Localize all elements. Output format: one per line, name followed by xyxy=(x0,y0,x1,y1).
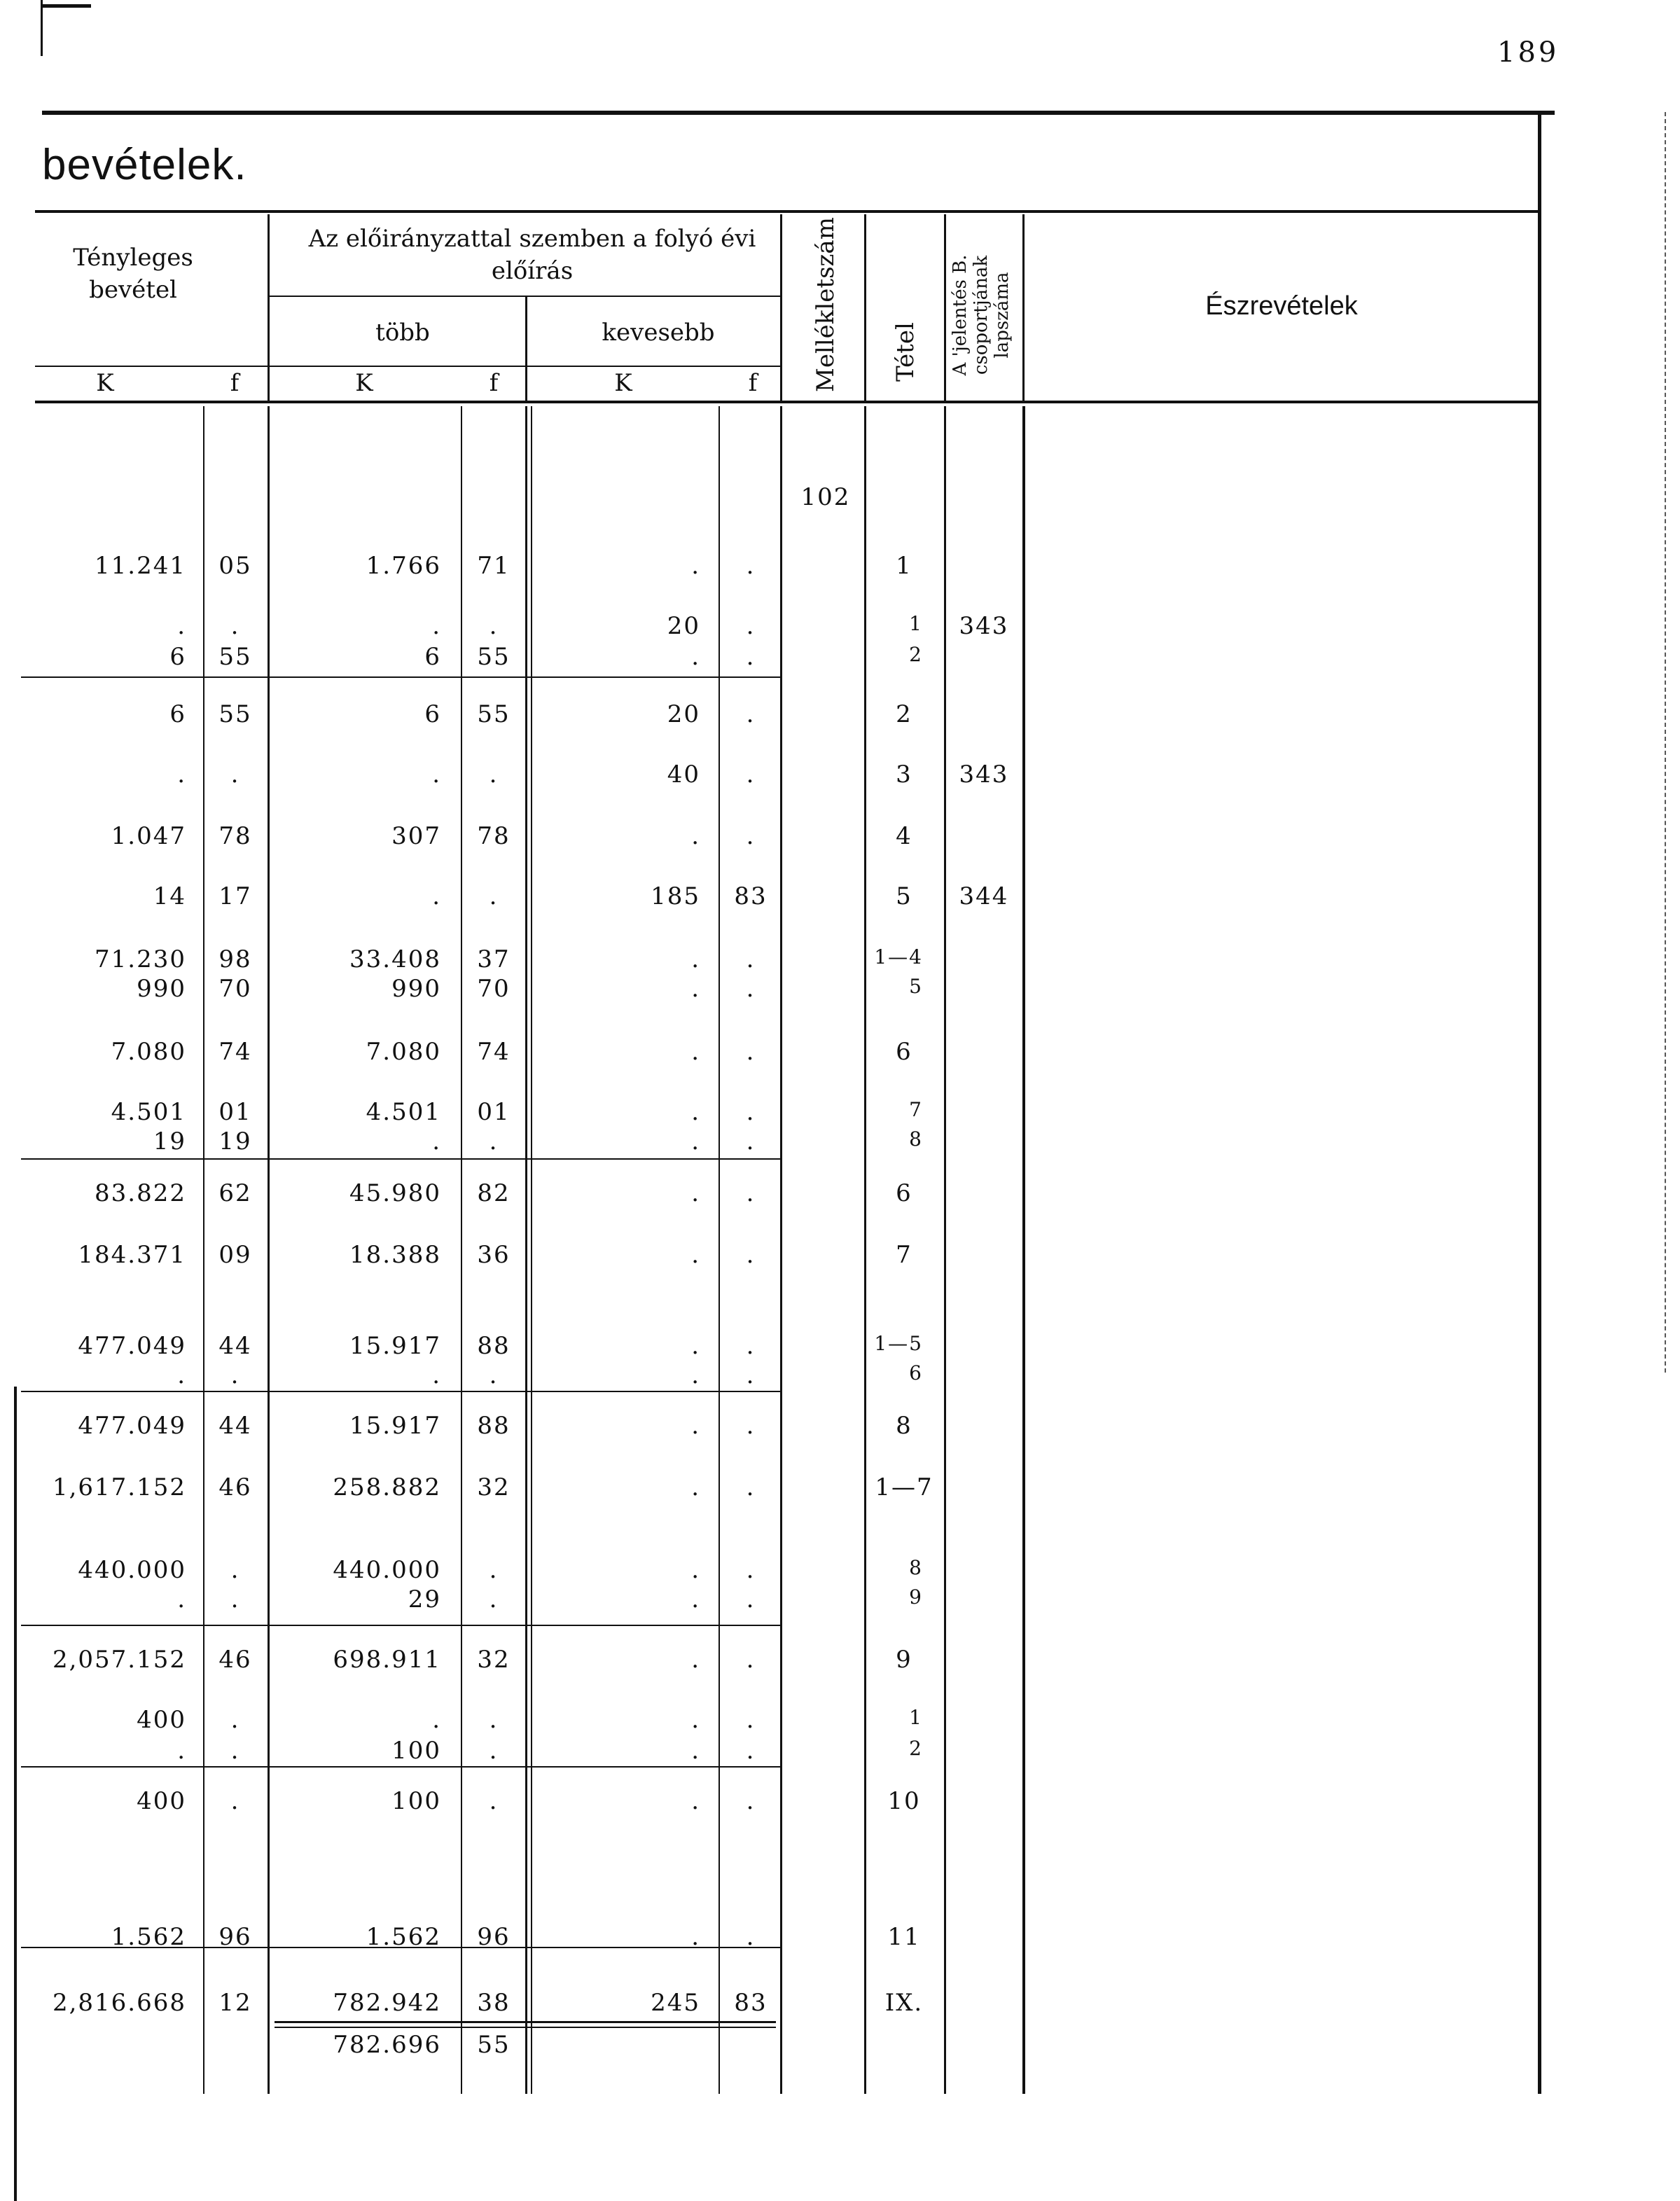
cell-f2: 71 xyxy=(477,552,511,580)
cell-f2: 55 xyxy=(477,643,511,671)
col-line-e xyxy=(944,214,946,401)
cell-k2: 4.501 xyxy=(366,1098,441,1126)
cell-tetel: 1—7 xyxy=(875,1473,933,1501)
cell-f3: . xyxy=(746,1473,756,1501)
cell-k1: 1,617.152 xyxy=(52,1473,186,1501)
cell-tetel: 2 xyxy=(909,643,923,666)
cell-f2: . xyxy=(489,612,499,640)
cell-k3: 20 xyxy=(667,612,700,640)
cell-tetel: IX. xyxy=(884,1989,924,2017)
cell-k3: . xyxy=(691,945,700,973)
sum-rule-2 xyxy=(21,1158,780,1160)
cell-f3: . xyxy=(746,1923,756,1951)
cell-k2: 782.942 xyxy=(333,1989,441,2017)
cell-tetel: 8 xyxy=(896,1412,912,1440)
body-line-5 xyxy=(718,406,720,2094)
cell-f3: . xyxy=(746,1098,756,1126)
cell-k2: 100 xyxy=(391,1787,441,1815)
cell-tetel: 1 xyxy=(896,552,912,580)
cell-tetel: 5 xyxy=(896,882,912,910)
cell-k1: 6 xyxy=(169,643,186,671)
col-line-b xyxy=(525,296,527,401)
cell-f3: . xyxy=(746,1241,756,1269)
cell-tetel: 8 xyxy=(909,1127,923,1151)
cell-k1: 6 xyxy=(169,700,186,728)
cell-f1: 55 xyxy=(218,643,252,671)
cell-k1: 1.047 xyxy=(111,822,186,850)
header-report-page xyxy=(950,235,1013,396)
cell-f2: 88 xyxy=(477,1412,511,1440)
cell-f2: . xyxy=(489,1737,499,1765)
cell-k3: . xyxy=(691,822,700,850)
cell-f3: . xyxy=(746,1787,756,1815)
cell-f2: . xyxy=(489,882,499,910)
cell-k1: 4.501 xyxy=(111,1098,186,1126)
cell-f2: 37 xyxy=(477,945,511,973)
cell-tetel: 1 xyxy=(909,612,923,635)
annex-number: 102 xyxy=(800,483,851,511)
cell-k3: 40 xyxy=(667,761,700,789)
header-more: több xyxy=(375,319,430,347)
net-brace-2 xyxy=(275,2027,776,2028)
cell-k1: 7.080 xyxy=(111,1038,186,1066)
cell-k2: 440.000 xyxy=(333,1556,441,1584)
cell-f2: . xyxy=(489,761,499,789)
cell-k3: . xyxy=(691,1787,700,1815)
header-less: kevesebb xyxy=(602,319,715,347)
cell-k2: . xyxy=(432,612,441,640)
cell-f3: . xyxy=(746,1412,756,1440)
cell-k3: 20 xyxy=(667,700,700,728)
body-line-6 xyxy=(780,406,782,2094)
cell-k2: 990 xyxy=(391,975,441,1003)
cell-tetel: 6 xyxy=(896,1038,912,1066)
cell-f3: . xyxy=(746,1706,756,1734)
cell-k3: 245 xyxy=(651,1989,700,2017)
cell-f2: . xyxy=(489,1361,499,1389)
header-actual: Tényleges bevétel xyxy=(73,244,193,304)
cell-k1: 1.562 xyxy=(111,1923,186,1951)
body-line-3 xyxy=(461,406,462,2094)
cell-k2: 18.388 xyxy=(349,1241,441,1269)
cell-lap: 343 xyxy=(959,612,1009,640)
cell-k2: 33.408 xyxy=(349,945,441,973)
cell-tetel: 9 xyxy=(909,1585,923,1609)
cell-f1: 70 xyxy=(218,975,252,1003)
cell-k1: 440.000 xyxy=(78,1556,186,1584)
cell-f2: . xyxy=(489,1127,499,1155)
net-k: 782.696 xyxy=(333,2031,441,2059)
cell-f2: 32 xyxy=(477,1473,511,1501)
cell-k2: 1.562 xyxy=(366,1923,441,1951)
cell-k3: . xyxy=(691,1361,700,1389)
cell-tetel: 8 xyxy=(909,1556,923,1579)
body-line-9 xyxy=(1022,406,1025,2094)
col-line-a xyxy=(268,214,270,401)
cell-k1: . xyxy=(177,612,186,640)
cell-f2: . xyxy=(489,1585,499,1613)
cell-f3: . xyxy=(746,761,756,789)
cell-f3: . xyxy=(746,1127,756,1155)
cell-k3: 185 xyxy=(651,882,700,910)
cell-f3: . xyxy=(746,1585,756,1613)
cell-k3: . xyxy=(691,1473,700,1501)
cell-f2: 82 xyxy=(477,1179,511,1207)
body-line-4b xyxy=(531,406,532,2094)
cell-tetel: 1—4 xyxy=(874,945,923,968)
cell-f3: . xyxy=(746,975,756,1003)
body-line-8 xyxy=(944,406,946,2094)
cell-f1: . xyxy=(230,1787,240,1815)
cell-f3: . xyxy=(746,552,756,580)
page-number: 189 xyxy=(1497,36,1560,69)
header-k-2: K xyxy=(355,369,373,397)
cell-f2: . xyxy=(489,1787,499,1815)
cell-tetel: 11 xyxy=(887,1923,921,1951)
cell-f1: . xyxy=(230,1361,240,1389)
cell-f1: 09 xyxy=(218,1241,252,1269)
cell-k3: . xyxy=(691,1923,700,1951)
cell-f1: 01 xyxy=(218,1098,252,1126)
cell-f3: . xyxy=(746,1361,756,1389)
cell-k1: 11.241 xyxy=(95,552,186,580)
cell-tetel: 2 xyxy=(896,700,912,728)
cell-f1: 46 xyxy=(218,1646,252,1674)
cell-f1: 46 xyxy=(218,1473,252,1501)
sum-rule-4 xyxy=(21,1625,780,1626)
cell-k1: 83.822 xyxy=(95,1179,186,1207)
cell-f1: 62 xyxy=(218,1179,252,1207)
cell-k3: . xyxy=(691,1556,700,1584)
cell-k3: . xyxy=(691,1127,700,1155)
cell-f3: . xyxy=(746,945,756,973)
cell-f3: . xyxy=(746,1556,756,1584)
cell-k1: . xyxy=(177,1361,186,1389)
col-line-f xyxy=(1022,214,1025,401)
cell-tetel: 7 xyxy=(909,1098,923,1121)
cell-k1: 400 xyxy=(137,1787,186,1815)
left-frame xyxy=(41,0,43,56)
cell-k1: . xyxy=(177,761,186,789)
cell-f3: 83 xyxy=(734,882,768,910)
cell-k3: . xyxy=(691,1332,700,1360)
cell-k1: 184.371 xyxy=(78,1241,186,1269)
corner-mark xyxy=(42,4,91,8)
cell-f1: 12 xyxy=(218,1989,252,2017)
cell-tetel: 4 xyxy=(896,822,912,850)
header-f-2: f xyxy=(489,369,499,397)
cell-tetel: 6 xyxy=(909,1361,923,1384)
cell-f1: . xyxy=(230,1706,240,1734)
cell-k3: . xyxy=(691,552,700,580)
cell-f1: 55 xyxy=(218,700,252,728)
cell-k3: . xyxy=(691,1646,700,1674)
cell-lap: 343 xyxy=(959,761,1009,789)
cell-k1: 477.049 xyxy=(78,1412,186,1440)
cell-f2: 88 xyxy=(477,1332,511,1360)
net-f: 55 xyxy=(477,2031,511,2059)
cell-f1: 17 xyxy=(218,882,252,910)
header-kf-rule xyxy=(35,366,782,367)
header-k-1: K xyxy=(96,369,114,397)
margin-scribble xyxy=(1658,112,1666,1373)
cell-k2: . xyxy=(432,1127,441,1155)
sum-rule-1 xyxy=(21,676,780,678)
cell-f1: . xyxy=(230,1556,240,1584)
cell-k3: . xyxy=(691,1098,700,1126)
cell-f3: . xyxy=(746,1332,756,1360)
cell-k2: 7.080 xyxy=(366,1038,441,1066)
header-remarks: Észrevételek xyxy=(1205,291,1358,321)
right-frame xyxy=(1538,112,1541,2094)
page-title: bevételek. xyxy=(42,141,247,189)
col-line-d xyxy=(864,214,866,401)
title-rule xyxy=(35,210,1541,213)
cell-f1: 05 xyxy=(218,552,252,580)
net-brace xyxy=(275,2021,776,2023)
cell-tetel: 1—5 xyxy=(874,1332,923,1355)
cell-f1: . xyxy=(230,761,240,789)
cell-k1: 71.230 xyxy=(95,945,186,973)
header-f-1: f xyxy=(230,369,239,397)
cell-f1: 74 xyxy=(218,1038,252,1066)
cell-tetel: 9 xyxy=(896,1646,912,1674)
cell-k2: 15.917 xyxy=(349,1412,441,1440)
cell-k1: 990 xyxy=(137,975,186,1003)
cell-tetel: 10 xyxy=(887,1787,921,1815)
col-line-c xyxy=(780,214,782,401)
cell-f3: . xyxy=(746,612,756,640)
cell-k1: 19 xyxy=(153,1127,186,1155)
cell-f2: 36 xyxy=(477,1241,511,1269)
header-report-page-text: A 'jelentés B. csoportjának lapszáma xyxy=(950,254,1013,376)
cell-k1: . xyxy=(177,1737,186,1765)
cell-k2: 1.766 xyxy=(366,552,441,580)
header-bottom-rule xyxy=(35,401,1539,403)
cell-k1: 400 xyxy=(137,1706,186,1734)
cell-k3: . xyxy=(691,1737,700,1765)
cell-k2: 45.980 xyxy=(349,1179,441,1207)
header-k-3: K xyxy=(614,369,632,397)
cell-k3: . xyxy=(691,643,700,671)
cell-f2: . xyxy=(489,1706,499,1734)
sum-rule-5 xyxy=(21,1766,780,1768)
cell-f3: 83 xyxy=(734,1989,768,2017)
cell-k2: 29 xyxy=(408,1585,441,1613)
cell-f2: 78 xyxy=(477,822,511,850)
cell-f2: . xyxy=(489,1556,499,1584)
cell-tetel: 2 xyxy=(909,1737,923,1760)
cell-k2: 698.911 xyxy=(333,1646,441,1674)
cell-lap: 344 xyxy=(959,882,1009,910)
cell-k2: . xyxy=(432,882,441,910)
cell-f3: . xyxy=(746,1737,756,1765)
cell-k3: . xyxy=(691,1241,700,1269)
cell-f1: 44 xyxy=(218,1332,252,1360)
cell-f2: 38 xyxy=(477,1989,511,2017)
cell-tetel: 3 xyxy=(896,761,912,789)
cell-f1: 78 xyxy=(218,822,252,850)
cell-tetel: 1 xyxy=(909,1706,923,1729)
cell-f3: . xyxy=(746,643,756,671)
cell-k2: . xyxy=(432,1361,441,1389)
cell-k2: 258.882 xyxy=(333,1473,441,1501)
cell-f2: 96 xyxy=(477,1923,511,1951)
sum-rule-3 xyxy=(21,1391,780,1392)
cell-k3: . xyxy=(691,975,700,1003)
cell-f2: 32 xyxy=(477,1646,511,1674)
header-compared-group: Az előirányzattal szemben a folyó évi előírás xyxy=(308,225,756,285)
cell-f1: . xyxy=(230,612,240,640)
cell-f2: 70 xyxy=(477,975,511,1003)
cell-k3: . xyxy=(691,1706,700,1734)
cell-k2: 6 xyxy=(424,643,441,671)
cell-k1: . xyxy=(177,1585,186,1613)
body-line-2 xyxy=(268,406,270,2094)
cell-f1: 96 xyxy=(218,1923,252,1951)
cell-f3: . xyxy=(746,700,756,728)
header-annex-number: Mellékletszám xyxy=(812,217,840,392)
body-line-4 xyxy=(525,406,527,2094)
cell-tetel: 5 xyxy=(909,975,923,998)
cell-k1: 477.049 xyxy=(78,1332,186,1360)
cell-f3: . xyxy=(746,1038,756,1066)
cell-f3: . xyxy=(746,1646,756,1674)
cell-k3: . xyxy=(691,1179,700,1207)
cell-tetel: 7 xyxy=(896,1241,912,1269)
cell-f2: 01 xyxy=(477,1098,511,1126)
header-item: Tétel xyxy=(891,322,919,382)
cell-k3: . xyxy=(691,1585,700,1613)
left-frame-lower xyxy=(14,1387,17,2201)
cell-f2: 55 xyxy=(477,700,511,728)
cell-k2: 100 xyxy=(391,1737,441,1765)
cell-f1: . xyxy=(230,1737,240,1765)
cell-f1: . xyxy=(230,1585,240,1613)
cell-f1: 44 xyxy=(218,1412,252,1440)
cell-k3: . xyxy=(691,1038,700,1066)
cell-f1: 19 xyxy=(218,1127,252,1155)
top-rule xyxy=(42,111,1555,115)
cell-f2: 74 xyxy=(477,1038,511,1066)
cell-k2: . xyxy=(432,761,441,789)
cell-k3: . xyxy=(691,1412,700,1440)
cell-k2: 15.917 xyxy=(349,1332,441,1360)
cell-f3: . xyxy=(746,822,756,850)
cell-k1: 2,816.668 xyxy=(52,1989,186,2017)
cell-k2: . xyxy=(432,1706,441,1734)
cell-k1: 14 xyxy=(153,882,186,910)
cell-k2: 6 xyxy=(424,700,441,728)
cell-k1: 2,057.152 xyxy=(52,1646,186,1674)
cell-f3: . xyxy=(746,1179,756,1207)
header-subrule xyxy=(269,296,780,297)
header-f-3: f xyxy=(748,369,758,397)
cell-f1: 98 xyxy=(218,945,252,973)
cell-k2: 307 xyxy=(391,822,441,850)
cell-tetel: 6 xyxy=(896,1179,912,1207)
